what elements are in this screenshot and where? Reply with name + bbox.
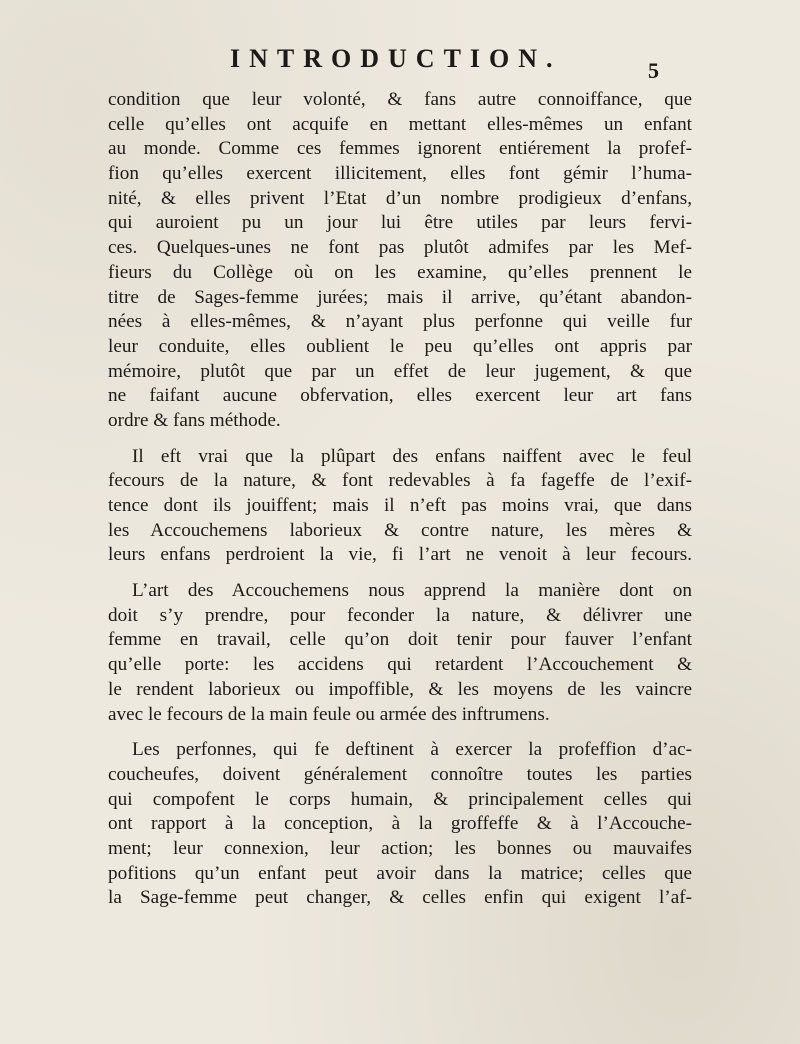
- text-line: tence dont ils jouiffent; mais il n’eft pas moins vrai, que dans: [108, 495, 692, 516]
- text-line: au monde. Comme ces femmes ignorent entiérement la profef-: [108, 138, 692, 160]
- paragraph-2: [108, 445, 692, 568]
- text-line: fieurs du Collège où on les examine, qu’elles prennent le: [108, 261, 692, 283]
- text-line: L’art des Accouchemens nous apprend la manière dont on: [132, 580, 692, 602]
- text-line: qui compofent le corps humain, & principalement celles qui: [108, 788, 692, 810]
- text-line: coucheufes, doivent généralement connoître toutes les parties: [108, 763, 692, 785]
- text-line: celle qu’elles ont acquife en mettant elles-mêmes un enfant: [108, 113, 692, 135]
- paragraph-spacer: [108, 568, 692, 579]
- text-line: ne faifant aucune obfervation, elles exercent leur art fans: [108, 385, 692, 407]
- paragraph-4: [108, 738, 692, 911]
- text-line: les Accouchemens laborieux & contre nature, les mères &: [108, 519, 692, 541]
- text-line: leurs enfans perdroient la vie, fi l’art ne venoit à leur fecours.: [108, 544, 692, 566]
- text-line: ordre & fans méthode.: [108, 409, 281, 431]
- body-text: [108, 88, 692, 911]
- running-title: INTRODUCTION.: [230, 44, 562, 73]
- text-line: Il eft vrai que la plûpart des enfans naiffent avec le feul: [132, 445, 692, 467]
- page-number: 5: [648, 58, 659, 83]
- text-line: la Sage-femme peut changer, & celles enfin qui exigent l’af-: [108, 887, 692, 909]
- text-line: mémoire, plutôt que par un effet de leur jugement, & que: [108, 360, 692, 382]
- text-line: titre de Sages-femme jurées; mais il arrive, qu’étant abandon-: [108, 286, 692, 308]
- paragraph-spacer: [108, 727, 692, 738]
- text-line: nité, & elles privent l’Etat d’un nombre prodigieux d’enfans,: [108, 187, 692, 209]
- text-line: nées à elles-mêmes, & n’ayant plus perfonne qui veille fur: [108, 311, 692, 333]
- paragraph-spacer: [108, 434, 692, 445]
- text-line: pofitions qu’un enfant peut avoir dans la matrice; celles que: [108, 862, 692, 884]
- running-head: [230, 44, 650, 74]
- text-line: le rendent laborieux ou impoffible, & les moyens de les vaincre: [108, 678, 692, 700]
- text-line: condition que leur volonté, & fans autre connoiffance, que: [108, 89, 692, 110]
- paragraph-1: [108, 88, 692, 434]
- text-line: Les perfonnes, qui fe deftinent à exercer la profeffion d’ac-: [132, 739, 692, 761]
- text-line: avec le fecours de la main feule ou armée des inftrumens.: [108, 703, 550, 725]
- text-line: qu’elle porte: les accidens qui retardent l’Accouchement &: [108, 654, 692, 676]
- text-line: leur conduite, elles oublient le peu qu’elles ont appris par: [108, 335, 692, 357]
- text-line: fecours de la nature, & font redevables à fa fageffe de l’exif-: [108, 470, 692, 492]
- paragraph-3: [108, 579, 692, 727]
- text-line: femme en travail, celle qu’on doit tenir pour fauver l’enfant: [108, 629, 692, 651]
- text-line: qui auroient pu un jour lui être utiles par leurs fervi-: [108, 212, 692, 234]
- text-line: ment; leur connexion, leur action; les bonnes ou mauvaifes: [108, 837, 692, 859]
- text-line: fion qu’elles exercent illicitement, elles font gémir l’huma-: [108, 163, 692, 185]
- text-line: ont rapport à la conception, à la groffeffe & à l’Accouche-: [108, 813, 692, 835]
- text-line: doit s’y prendre, pour feconder la nature, & délivrer une: [108, 604, 692, 626]
- text-line: ces. Quelques-unes ne font pas plutôt admifes par les Mef-: [108, 237, 692, 259]
